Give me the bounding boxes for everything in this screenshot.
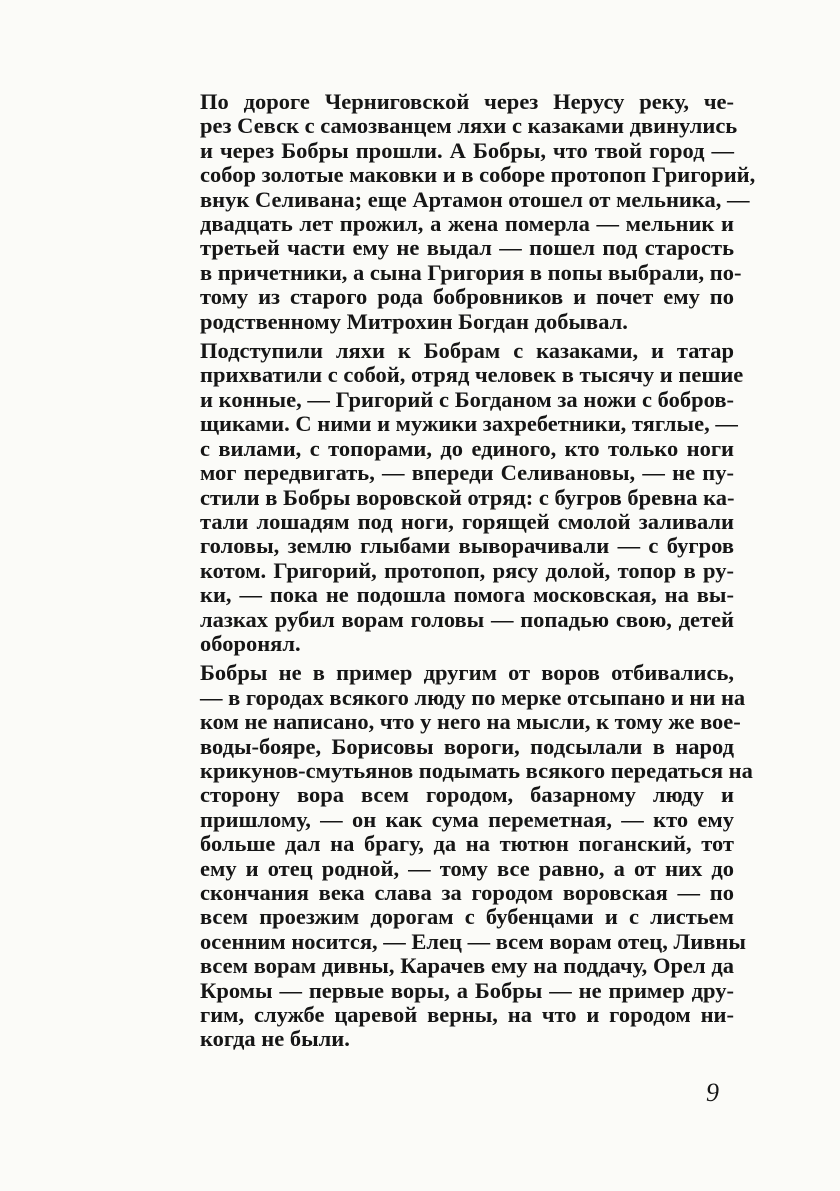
text-line: и конные, — Григорий с Богданом за ножи с бобров- xyxy=(200,386,734,412)
text-line: Подступили ляхи к Бобрам с казаками, и татар xyxy=(200,338,734,364)
text-line: лазках рубил ворам головы — попадью свою, детей xyxy=(200,606,734,632)
text-line: собор золотые маковки и в соборе протопоп Григорий, xyxy=(200,162,756,188)
text-line: двадцать лет прожил, а жена померла — мельник и xyxy=(200,211,734,237)
text-line: сторону вора всем городом, базарному люду и xyxy=(200,782,734,808)
text-line: крикунов-смутьянов подымать всякого передаться на xyxy=(200,757,753,783)
text-line: больше дал на брагу, да на тютюн поганский, тот xyxy=(200,831,734,857)
text-line: родственному Митрохин Богдан добывал. xyxy=(200,308,628,334)
text-line: рез Севск с самозванцем ляхи с казаками двинулись xyxy=(200,113,738,139)
text-line: с вилами, с топорами, до единого, кто только ноги xyxy=(200,435,734,461)
text-line: в причетники, а сына Григория в попы выбрали, по- xyxy=(200,259,742,285)
text-line: мог передвигать, — впереди Селивановы, — не пу- xyxy=(200,460,734,486)
text-line: котом. Григорий, протопоп, рясу долой, топор в ру- xyxy=(200,557,734,583)
text-line: ки, — пока не подошла помога московская, на вы- xyxy=(200,582,734,608)
text-line: — в городах всякого люду по мерке отсыпано и ни на xyxy=(200,684,746,710)
body-text xyxy=(152,89,756,1057)
text-line: ком не написано, что у него на мысли, к тому же вое- xyxy=(200,709,741,735)
text-line: когда не были. xyxy=(200,1026,350,1052)
text-line: оборонял. xyxy=(200,630,301,656)
text-line: тали лошадям под ноги, горящей смолой заливали xyxy=(200,508,734,534)
text-line: пришлому, — он как сума переметная, — кто ему xyxy=(200,806,734,832)
page-number: 9 xyxy=(706,1078,719,1107)
text-line: щиками. С ними и мужики захребетники, тяглые, — xyxy=(200,411,738,437)
text-line: и через Бобры прошли. А Бобры, что твой город — xyxy=(200,137,734,163)
text-line: воды-бояре, Борисовы вороги, подсылали в народ xyxy=(200,733,734,759)
paragraph-1 xyxy=(152,89,756,334)
text-line: осенним носится, — Елец — всем ворам отец, Ливны xyxy=(200,928,746,954)
text-line: стили в Бобры воровской отряд: с бугров бревна ка- xyxy=(200,484,735,510)
text-line: тому из старого рода бобровников и почет ему по xyxy=(200,284,734,310)
text-line: ему и отец родной, — тому все равно, а от них до xyxy=(200,855,734,881)
text-line: третьей части ему не выдал — пошел под старость xyxy=(200,235,734,261)
text-line: всем ворам дивны, Карачев ему на поддачу, Орел да xyxy=(200,953,734,979)
text-line: Кромы — первые воры, а Бобры — не пример дру- xyxy=(200,977,734,1003)
text-line: головы, землю глыбами выворачивали — с бугров xyxy=(200,533,734,559)
paragraph-3 xyxy=(152,660,753,1052)
text-line: Бобры не в пример другим от воров отбивались, xyxy=(200,660,734,686)
text-line: По дороге Черниговской через Нерусу реку, че- xyxy=(200,89,734,114)
text-line: внук Селивана; еще Артамон отошел от мельника, — xyxy=(200,186,750,212)
paragraph-2 xyxy=(152,338,744,656)
text-line: гим, службе царевой верны, на что и городом ни- xyxy=(200,1002,734,1028)
text-line: скончания века слава за городом воровская — по xyxy=(200,880,734,905)
text-line: прихватили с собой, отряд человек в тысячу и пешие xyxy=(200,362,744,388)
text-line: всем проезжим дорогам с бубенцами и с листьем xyxy=(200,904,734,930)
